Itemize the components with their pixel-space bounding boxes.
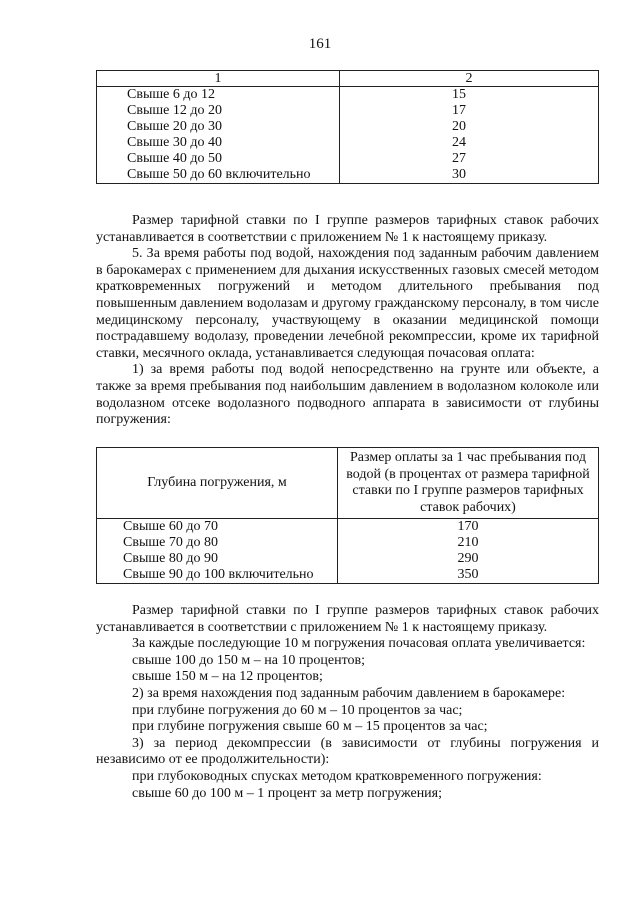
table-row bbox=[97, 87, 599, 184]
rate-cell: 17 bbox=[452, 103, 466, 118]
list-item: свыше 150 м – на 12 процентов; bbox=[132, 669, 323, 685]
paragraph: За каждые последующие 10 м погружения почасовая оплата увеличивается: bbox=[132, 636, 586, 652]
table-header-cell: Глубина погружения, м bbox=[97, 448, 338, 519]
depth-range-cell: Свыше 20 до 30 bbox=[127, 119, 222, 134]
paragraph: Размер тарифной ставки по I группе размеров тарифных ставок рабочих устанавливается в соответствии с приложением № 1 к настоящему приказу. bbox=[96, 213, 599, 245]
depth-range-cell: Свыше 50 до 60 включительно bbox=[127, 167, 311, 182]
table-header-cell: Размер оплаты за 1 час пребывания под водой (в процентах от размера тарифной ставки по I группе размеров тарифных ставок рабочих) bbox=[338, 448, 599, 519]
rate-cell: 20 bbox=[452, 119, 466, 134]
paragraph: 3) за период декомпрессии (в зависимости от глубины погружения и независимо от ее продолжительности): bbox=[96, 735, 599, 768]
rate-cell: 15 bbox=[452, 87, 466, 102]
table-depth-rates-shallow bbox=[96, 70, 599, 184]
text-block-lower bbox=[96, 603, 599, 802]
page-number: 161 bbox=[308, 36, 332, 52]
text-block-upper bbox=[96, 213, 599, 429]
table-row bbox=[97, 519, 599, 584]
list-item: свыше 60 до 100 м – 1 процент за метр погружения; bbox=[132, 785, 443, 801]
table-body-column-values bbox=[338, 519, 599, 584]
depth-range-cell: Свыше 12 до 20 bbox=[127, 103, 222, 118]
table-header-row bbox=[97, 71, 599, 87]
list-item: при глубине погружения до 60 м – 10 процентов за час; bbox=[132, 702, 463, 718]
table-header-row bbox=[97, 448, 599, 519]
rate-cell: 24 bbox=[452, 135, 466, 150]
rate-cell: 30 bbox=[452, 167, 466, 182]
list-item: при глубине погружения свыше 60 м – 15 процентов за час; bbox=[132, 719, 488, 735]
depth-range-cell: Свыше 6 до 12 bbox=[127, 87, 215, 102]
depth-range-cell: Свыше 40 до 50 bbox=[127, 151, 222, 166]
rate-cell: 27 bbox=[452, 151, 466, 166]
rate-cell: 350 bbox=[457, 567, 479, 582]
table-header-cell: 1 bbox=[97, 71, 340, 87]
paragraph: 2) за время нахождения под заданным рабочим давлением в барокамере: bbox=[132, 685, 566, 701]
depth-range-cell: Свыше 70 до 80 bbox=[123, 535, 218, 550]
depth-range-cell: Свыше 60 до 70 bbox=[123, 519, 218, 534]
rate-cell: 170 bbox=[457, 519, 479, 534]
table-header-cell: 2 bbox=[340, 71, 599, 87]
rate-cell: 290 bbox=[457, 551, 479, 566]
paragraph: 1) за время работы под водой непосредственно на грунте или объекте, а также за время пребывания под наибольшим давлением в водолазном колоколе или водолазном отсеке водолазного подводного аппарата в зависимости от глубины погружения: bbox=[96, 362, 599, 428]
depth-range-cell: Свыше 30 до 40 bbox=[127, 135, 222, 150]
table-body-column-values bbox=[340, 87, 599, 184]
list-item: свыше 100 до 150 м – на 10 процентов; bbox=[132, 652, 366, 668]
paragraph: Размер тарифной ставки по I группе размеров тарифных ставок рабочих устанавливается в соответствии с приложением № 1 к настоящему приказу. bbox=[96, 603, 599, 635]
table-depth-rates-deep bbox=[96, 447, 599, 584]
paragraph: 5. За время работы под водой, нахождения под заданным рабочим давлением в барокамерах с применением для дыхания искусственных газовых смесей методом кратковременных погружений и методом длительного пребывания под повышенным давлением водолазам и другому гражданскому персоналу, в том числе медицинскому персоналу, участвующему в оказании медицинской помощи пострадавшему водолазу, проведении лечебной рекомпрессии, кроме их тарифной ставки, месячного оклада, устанавливается следующая почасовая оплата: bbox=[96, 246, 599, 361]
table-body-column-ranges bbox=[97, 519, 338, 584]
table-body-column-ranges bbox=[97, 87, 340, 184]
rate-cell: 210 bbox=[457, 535, 479, 550]
depth-range-cell: Свыше 80 до 90 bbox=[123, 551, 218, 566]
list-item: при глубоководных спусках методом кратковременного погружения: bbox=[132, 768, 542, 784]
depth-range-cell: Свыше 90 до 100 включительно bbox=[123, 567, 314, 582]
